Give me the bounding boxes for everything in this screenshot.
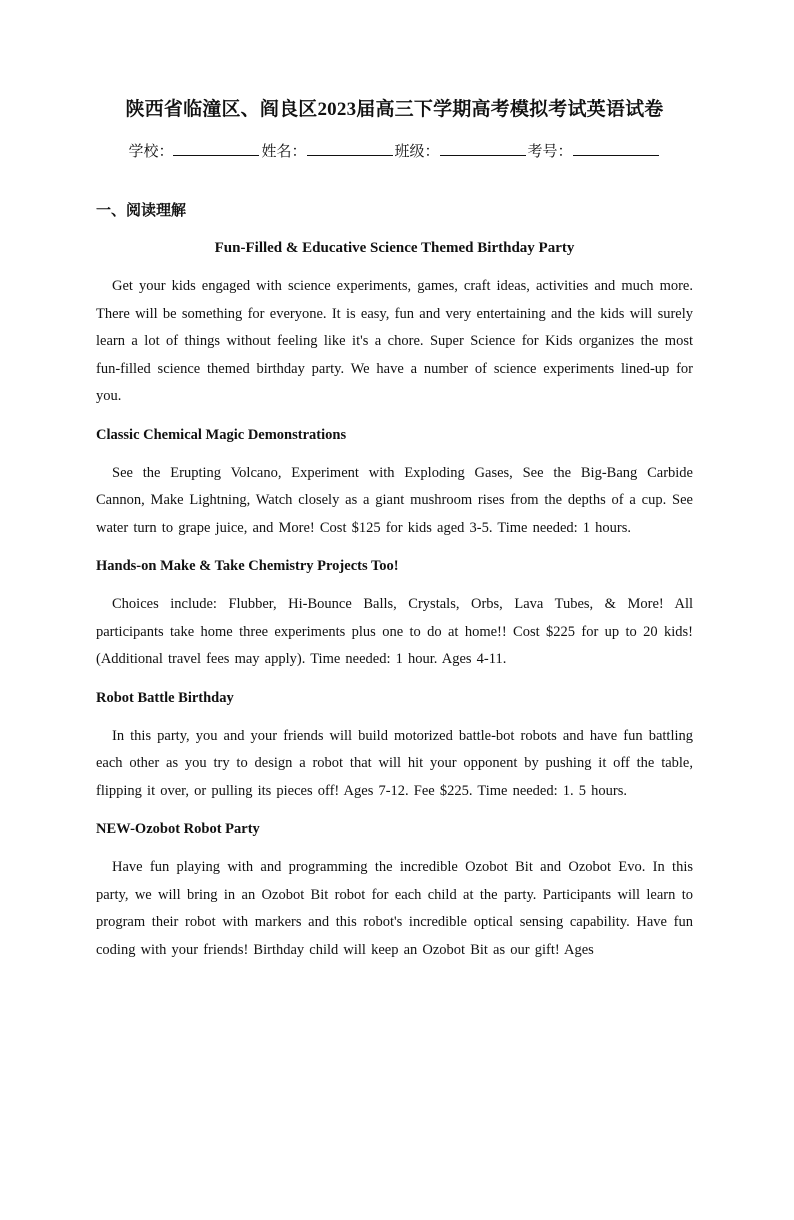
exam-number-label: 考号： <box>527 142 573 160</box>
block-heading-chemical-magic: Classic Chemical Magic Demonstrations <box>96 426 347 443</box>
block-text-ozobot: Have fun playing with and programming the incredible Ozobot Bit and Ozobot Evo. In this party, we will bring in an Ozobot Bit robot for each child at the party. Participants will learn to program their robot with markers and this robot's incredible optical sensing capability. Have fun coding with your friends! Birthday child will keep an Ozobot Bit as our gift! Ages <box>96 859 693 958</box>
class-label: 班级： <box>394 142 440 160</box>
class-blank <box>440 140 526 156</box>
block-heading-chemistry-projects: Hands-on Make & Take Chemistry Projects Too! <box>96 558 399 574</box>
school-label: 学校： <box>128 142 174 160</box>
class-field <box>395 140 528 163</box>
exam-number-field <box>528 140 661 163</box>
name-blank <box>307 140 393 156</box>
school-field <box>128 140 261 163</box>
block-text-chemistry-projects: Choices include: Flubber, Hi-Bounce Balls, Crystals, Orbs, Lava Tubes, & More! All participants take home three experiments plus one to do at home!! Cost $225 for up to 20 kids!(Additional travel fees may apply). Time needed: 1 hour. Ages 4-11. <box>96 596 693 667</box>
passage-title: Fun-Filled & Educative Science Themed Birthday Party <box>214 240 575 256</box>
name-label: 姓名： <box>261 142 307 160</box>
school-blank <box>173 140 259 156</box>
block-heading-robot-battle: Robot Battle Birthday <box>96 689 234 706</box>
student-info-row <box>96 140 693 163</box>
block-heading-ozobot: NEW-Ozobot Robot Party <box>96 821 260 837</box>
name-field <box>261 140 394 163</box>
exam-title: 陕西省临潼区、阎良区2023届高三下学期高考模拟考试英语试卷 <box>125 99 664 120</box>
exam-number-blank <box>573 140 659 156</box>
passage-intro: Get your kids engaged with science experiments, games, craft ideas, activities and much more. There will be something for everyone. It is easy, fun and very entertaining and the kids will surely learn a lot of things without feeling like it's a chore. Super Science for Kids organizes the most fun-filled science themed birthday party. We have a number of science experiments lined-up for you. <box>96 278 693 404</box>
document-page <box>0 97 794 1220</box>
block-text-chemical-magic: See the Erupting Volcano, Experiment with Exploding Gases, See the Big-Bang Carbide Cannon, Make Lightning, Watch closely as a giant mushroom rises from the depths of a cup. See water turn to grape juice, and More! Cost $125 for kids aged 3-5. Time needed: 1 hours. <box>96 464 693 536</box>
block-text-robot-battle: In this party, you and your friends will build motorized battle-bot robots and have fun battling each other as you try to design a robot that will hit your opponent by pushing it off the table, flipping it over, or pulling its pieces off! Ages 7-12. Fee $225. Time needed: 1. 5 hours. <box>96 727 693 799</box>
section-heading: 一、阅读理解 <box>96 201 187 219</box>
